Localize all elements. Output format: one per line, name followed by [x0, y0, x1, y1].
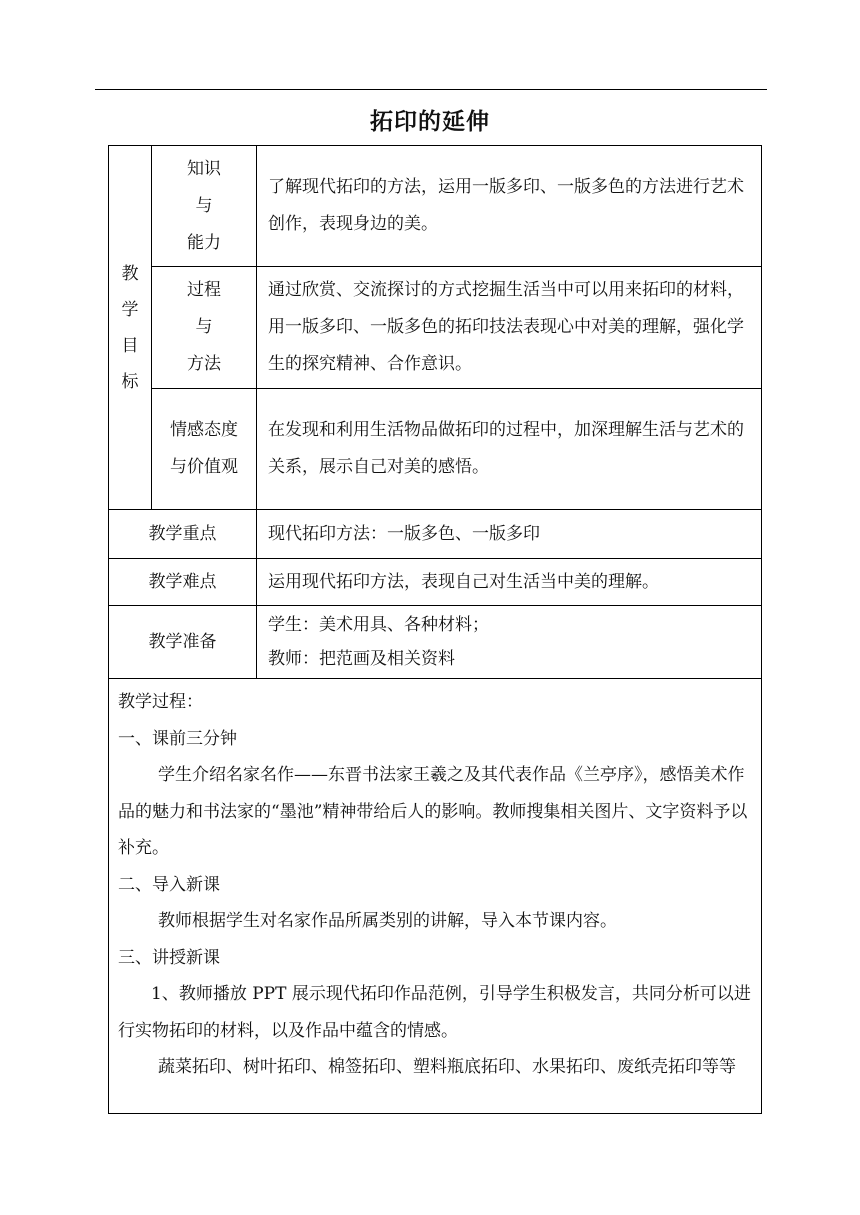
- section3-title: 三、讲授新课: [118, 947, 220, 968]
- section2-title: 二、导入新课: [118, 874, 220, 895]
- objective-text-process: 通过欣赏、交流探讨的方式挖掘生活当中可以用来拓印的材料，用一版多印、一版多色的拓印技法表现心中对美的理解，强化学生的探究精神、合作意识。: [268, 280, 744, 374]
- process-heading: 教学过程：: [118, 692, 203, 712]
- difficulty-text: 运用现代拓印方法，表现自己对生活当中美的理解。: [268, 571, 659, 592]
- key-point-label: 教学重点: [148, 523, 217, 544]
- objective-text-knowledge: 了解现代拓印的方法，运用一版多印、一版多色的方法进行艺术创作，表现身边的美。: [268, 177, 744, 234]
- document-title: 拓印的延伸: [370, 109, 490, 135]
- section2-text: 教师根据学生对名家作品所属类别的讲解，导入本节课内容。: [158, 911, 617, 931]
- section1-text: 学生介绍名家名作——东晋书法家王羲之及其代表作品《兰亭序》，感悟美术作品的魅力和书法家的“墨池”精神带给后人的影响。教师搜集相关图片、文字资料予以补充。: [118, 765, 748, 858]
- objective-category-knowledge: 知识 与 能力: [187, 158, 221, 253]
- objective-text-attitude: 在发现和利用生活物品做拓印的过程中，加深理解生活与艺术的关系，展示自己对美的感悟。: [268, 420, 744, 477]
- section3-text2: 蔬菜拓印、树叶拓印、棉签拓印、塑料瓶底拓印、水果拓印、废纸壳拓印等等: [158, 1057, 736, 1077]
- preparation-text: 学生：美术用具、各种材料； 教师：把范画及相关资料: [268, 615, 489, 669]
- objectives-header: 教 学 目 标: [121, 263, 139, 392]
- section1-title: 一、课前三分钟: [118, 728, 237, 749]
- difficulty-label: 教学难点: [148, 571, 217, 592]
- objective-category-process: 过程 与 方法: [187, 280, 221, 374]
- header-rule: [95, 89, 767, 90]
- preparation-label: 教学准备: [148, 631, 217, 652]
- teaching-process: [109, 684, 761, 1113]
- key-point-text: 现代拓印方法：一版多色、一版多印: [268, 523, 540, 544]
- objective-category-attitude: 情感态度 与价值观: [170, 420, 238, 477]
- section3-text1: 1、教师播放 PPT 展示现代拓印作品范例，引导学生积极发言，共同分析可以进行实物拓印的材料，以及作品中蕴含的情感。: [118, 984, 751, 1041]
